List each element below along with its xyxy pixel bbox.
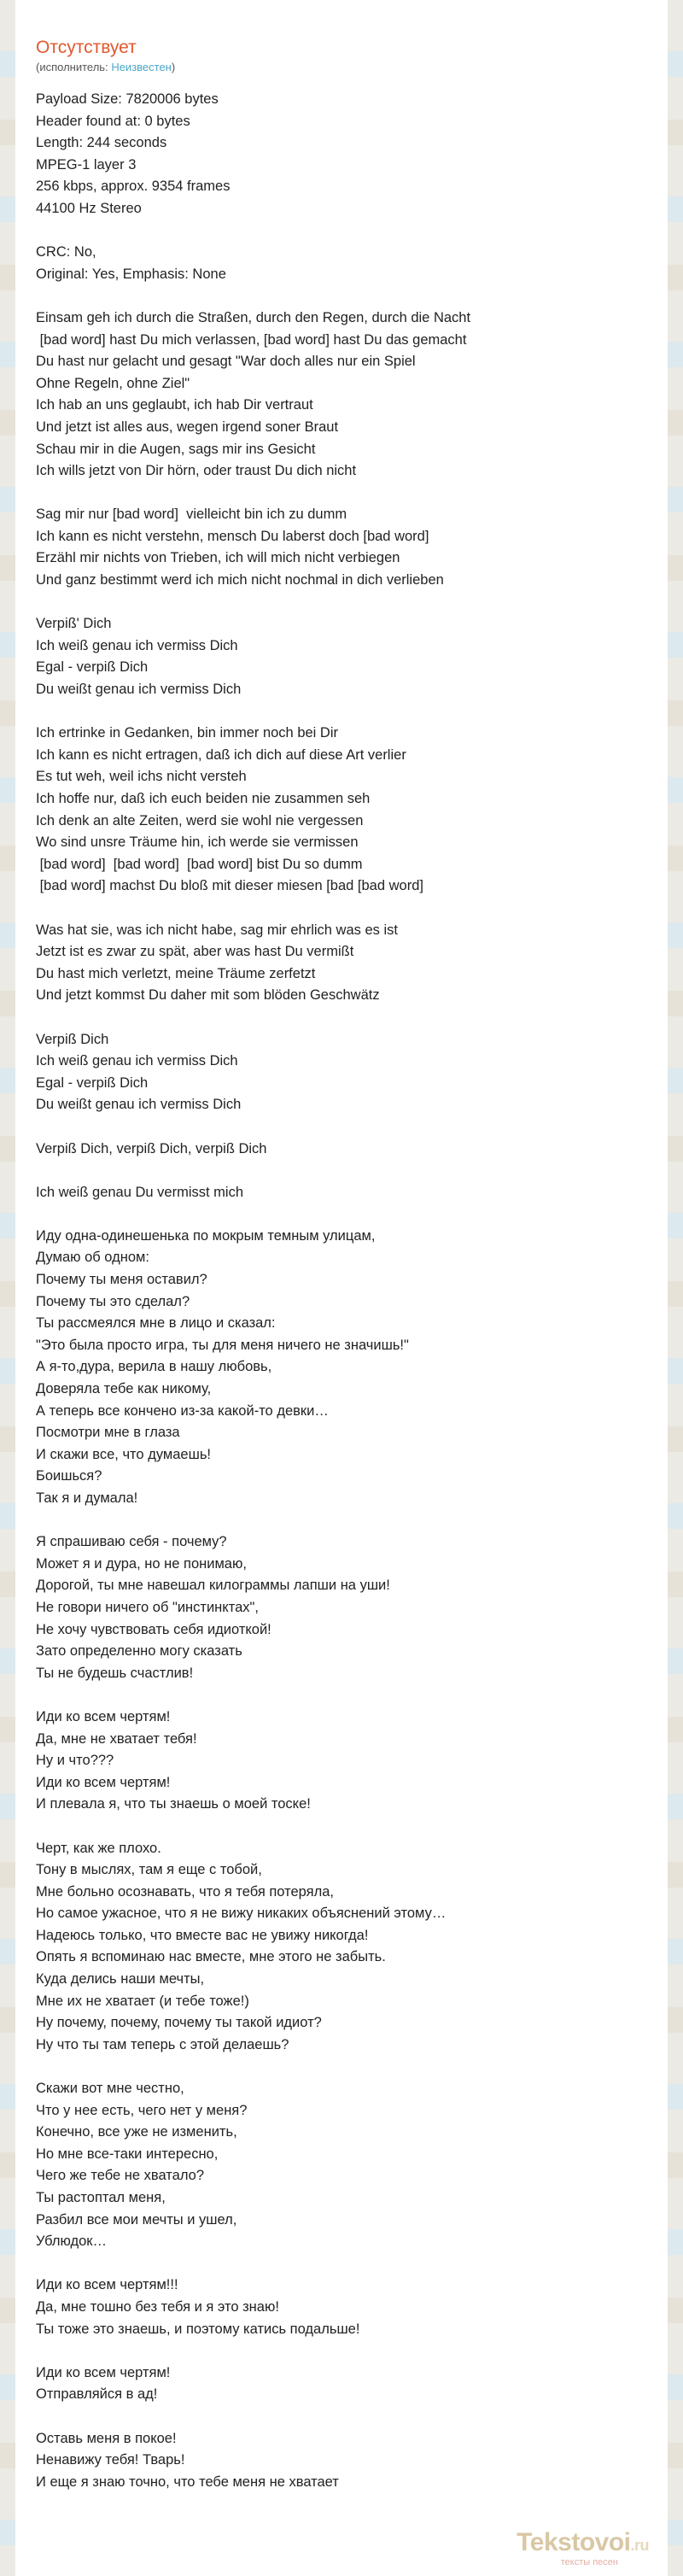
lyrics-text: Payload Size: 7820006 bytes Header found at: 0 bytes Length: 244 seconds MPEG-1 layer 3 256 kbps, approx. 9354 frames 44100 Hz Stereo CRC: No, Original: Yes, Emphasis: None Einsam geh ich durch die Straßen, durch den Regen, durch die Nacht [bad word] hast Du mich verlassen, [bad word] hast Du das gemacht Du hast nur gelacht und gesagt "War doch alles nur ein Spiel Ohne Regeln, ohne Ziel" Ich hab an uns geglaubt, ich hab Dir vertraut Und jetzt ist alles aus, wegen irgend soner Braut Schau mir in die Augen, sags mir ins Gesicht Ich wills jetzt von Dir hörn, oder traust Du dich nicht Sag mir nur [bad word] vielleicht bin ich zu dumm Ich kann es nicht verstehn, mensch Du laberst doch [bad word] Erzähl mir nichts von Trieben, ich will mich nicht verbiegen Und ganz bestimmt werd ich mich nicht nochmal in dich verlieben Verpiß' Dich Ich weiß genau ich vermiss Dich Egal - verpiß Dich Du weißt genau ich vermiss Dich Ich ertrinke in Gedanken, bin immer noch bei Dir Ich kann es nicht ertragen, daß ich dich auf diese Art verlier Es tut weh, weil ichs nicht versteh Ich hoffe nur, daß ich euch beiden nie zusammen seh Ich denk an alte Zeiten, werd sie wohl nie vergessen Wo sind unsre Träume hin, ich werde sie vermissen [bad word] [bad word] [bad word] bist Du so dumm [bad word] machst Du bloß mit dieser miesen [bad [bad word] Was hat sie, was ich nicht habe, sag mir ehrlich was es ist Jetzt ist es zwar zu spät, aber was hast Du vermißt Du hast mich verletzt, meine Träume zerfetzt Und jetzt kommst Du daher mit som blöden Geschwätz Verpiß Dich Ich weiß genau ich vermiss Dich Egal - verpiß Dich Du weißt genau ich vermiss Dich Verpiß Dich, verpiß Dich, verpiß Dich Ich weiß genau Du vermisst mich Иду одна-одинешенька по мокрым темным улицам, Думаю об одном: Почему ты меня оставил? Почему ты это сделал? Ты рассмеялся мне в лицо и сказал: "Это была просто игра, ты для меня ничего не значишь!" А я-то,дура, верила в нашу любовь, Доверяла тебе как никому, А теперь все кончено из-за какой-то девки… Посмотри мне в глаза И скажи все, что думаешь! Боишься? Так я и думала! Я спрашиваю себя - почему? Может я и дура, но не понимаю, Дорогой, ты мне навешал килограммы лапши на уши! Не говори ничего об "инстинктах", Не хочу чувствовать себя идиоткой! Зато определенно могу сказать Ты не будешь счастлив! Иди ко всем чертям! Да, мне не хватает тебя! Ну и что??? Иди ко всем чертям! И плевала я, что ты знаешь о моей тоске! Черт, как же плохо. Тону в мыслях, там я еще с тобой, Мне больно осознавать, что я тебя потеряла, Но самое ужасное, что я не вижу никаких объяснений этому… Надеюсь только, что вместе вас не увижу никогда! Опять я вспоминаю нас вместе, мне этого не забыть. Куда делись наши мечты, Мне их не хватает (и тебе тоже!) Ну почему, почему, почему ты такой идиот? Ну что ты там теперь с этой делаешь? Скажи вот мне честно, Что у нее есть, чего нет у меня? Конечно, все уже не изменить, Но мне все-таки интересно, Чего же тебе не хватало? Ты растоптал меня, Разбил все мои мечты и ушел, Ублюдок… Иди ко всем чертям!!! Да, мне тошно без тебя и я это знаю! Ты тоже это знаешь, и поэтому катись подальше! Иди ко всем чертям! Отправляйся в ад! Оставь меня в покое! Ненавижу тебя! Тварь! И еще я знаю точно, что тебе меня не хватает [36, 91, 471, 2490]
left-decorative-stripes [0, 0, 15, 2576]
performer-label: (исполнитель: [36, 61, 108, 73]
site-watermark [517, 2529, 649, 2567]
performer-link[interactable]: Неизвестен [111, 61, 172, 73]
song-title: Отсутствует [36, 38, 137, 57]
performer-line [36, 60, 647, 75]
watermark-tld: .ru [630, 2537, 649, 2554]
watermark-tagline: тексты песен [560, 2557, 618, 2567]
right-decorative-stripes [668, 0, 683, 2576]
lyrics-page [15, 0, 668, 2576]
watermark-logo [517, 2529, 649, 2559]
watermark-brand: Tekstovoi [517, 2528, 631, 2556]
performer-close: ) [171, 61, 176, 73]
